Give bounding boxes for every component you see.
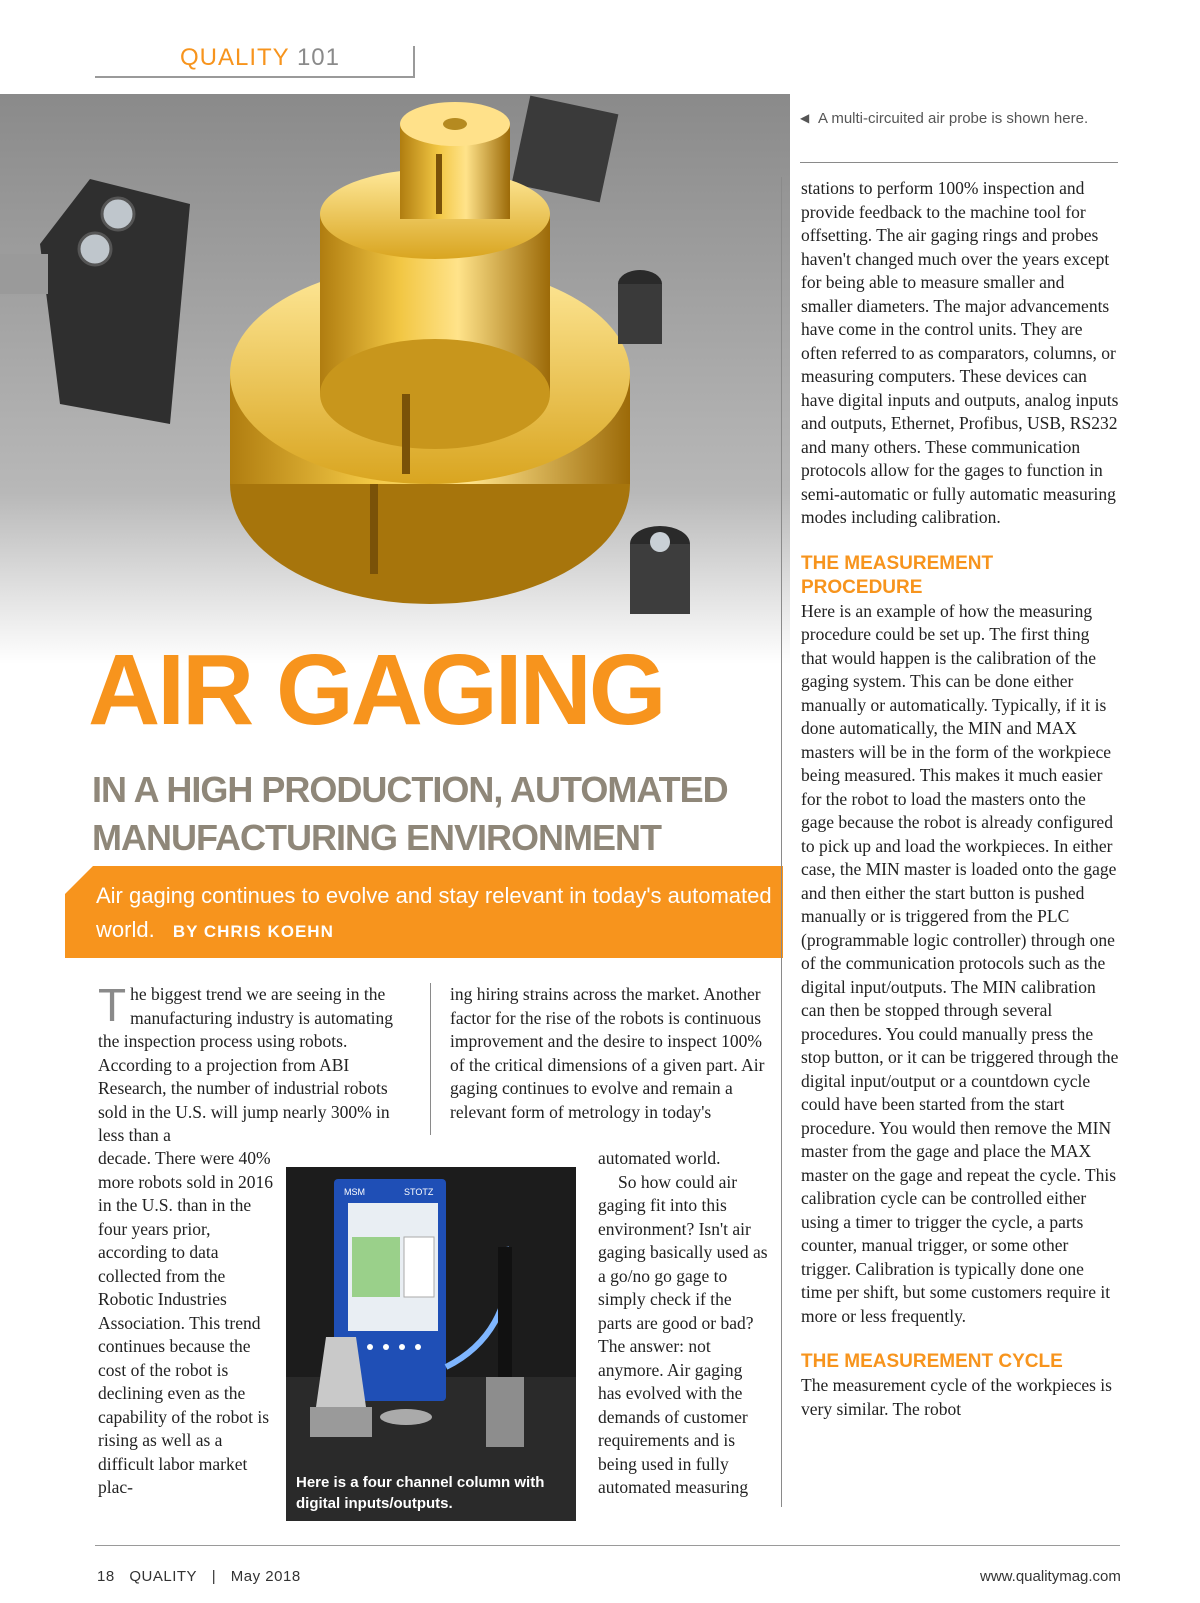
air-probe-illustration	[0, 94, 790, 664]
column-divider-right	[781, 177, 782, 1507]
col2-top-text: ing hiring strains across the market. Another factor for the rise of the robots is continuous improvement and the desire to inspect 100% of the critical dimensions of a given part. Air gaging continues to evolve and remain a relevant form of metrology in today's	[450, 984, 765, 1122]
body-column-3	[801, 177, 1119, 1421]
column-divider	[430, 983, 431, 1135]
col3-p2: Here is an example of how the measuring procedure could be set up. The first thing that would happen is the calibration of the gaging system. This can be done either manually or automatically. Typically, if it is done automatically, the MIN and MAX masters will be in the form of the workpiece being measured. This makes it much easier for the robot to load the masters onto the gage because the robot is already configured to pick up and load the workpieces. In either case, the MIN master is loaded onto the gage and then either the start button is pushed manually or is triggered from the PLC (programmable logic controller) through one of the communication protocols such as the digital input/outputs. The MIN calibration can then be stopped through several procedures. You could manually press the stop button, or it can be triggered through the digital input/output or a countdown cycle could have been started from the start procedure. You would then remove the MIN master from the gage and place the MAX master on the gage and repeat the cycle. This calibration cycle can be controlled either using a timer to trigger the cycle, a parts counter, manual trigger, or some other trigger. Calibration is typically done one time per shift, but some customers require it more or less frequently.	[801, 600, 1119, 1326]
section-label	[180, 44, 340, 72]
article-subtitle: IN A HIGH PRODUCTION, AUTOMATED MANUFACTURING ENVIRONMENT	[92, 769, 728, 858]
page-number: 18	[97, 1568, 115, 1585]
probe-caption-text: A multi-circuited air probe is shown here.	[818, 110, 1089, 127]
col2-bottom-p1: automated world.	[598, 1148, 721, 1168]
label-plate	[512, 96, 619, 203]
footer-folio	[97, 1568, 311, 1585]
header-divider	[413, 46, 415, 78]
section-word: QUALITY	[180, 44, 290, 71]
column-gage-illustration	[286, 1167, 576, 1521]
deck-text: Air gaging continues to evolve and stay relevant in today's automated world.	[96, 883, 772, 942]
probe-photo-caption	[800, 108, 1120, 129]
air-probe-photo	[0, 94, 790, 664]
caret-left-icon: ◀	[800, 111, 810, 125]
body-column-2-bottom	[598, 1147, 770, 1500]
footer-separator: |	[211, 1568, 217, 1585]
footer-url: www.qualitymag.com	[980, 1568, 1121, 1585]
col1-bottom-text: decade. There were 40% more robots sold in 2016 in the U.S. than in the four years prior, according to data collected from the Robotic Industries Association. This trend continues because the cost of the robot is declining even as the capability of the robot is rising as well as a difficult labor market plac-	[98, 1148, 273, 1497]
caption-rule	[800, 162, 1118, 163]
device-brand-msm: MSM	[344, 1187, 365, 1197]
article-title: AIR GAGING	[88, 634, 664, 746]
deck	[96, 879, 776, 949]
body-column-1-bottom	[98, 1147, 273, 1500]
column-gage-photo	[286, 1167, 576, 1521]
footer-magazine: QUALITY	[129, 1568, 198, 1585]
col1-top-text: he biggest trend we are seeing in the manufacturing industry is automating the inspection process using robots. According to a projection from ABI Research, the number of industrial robots sold in the U.S. will jump nearly 300% in less than a	[98, 984, 394, 1145]
col2-bottom-p2: So how could air gaging fit into this environment? Isn't air gaging basically used as a go/no go gage to simply check if the parts are good or bad? The answer: not anymore. Air gaging has evolved with the demands of customer requirements and is being used in fully automated measuring	[598, 1171, 768, 1497]
byline: BY CHRIS KOEHN	[172, 922, 334, 941]
section-number: 101	[296, 44, 340, 71]
footer-rule	[95, 1545, 1120, 1546]
subhead-measurement-cycle: THE MEASUREMENT CYCLE	[801, 1351, 1063, 1372]
footer-issue: May 2018	[230, 1568, 301, 1585]
col3-p1: stations to perform 100% inspection and provide feedback to the machine tool for offsetting. The air gaging rings and probes haven't changed much over the years except for being able to measure smaller and smaller diameters. The major advancements have come in the control units. They are often referred to as comparators, columns, or measuring computers. These devices can have digital inputs and outputs, analog inputs and outputs, Ethernet, Profibus, USB, RS232 and many others. These communication protocols allow for the gages to function in semi-automatic or fully automatic measuring modes including calibration.	[801, 178, 1119, 527]
drop-cap: T	[98, 979, 127, 1031]
subhead-measurement-procedure: THE MEASUREMENT PROCEDURE	[801, 552, 994, 598]
body-column-1-top	[98, 979, 398, 1148]
device-brand-stotz: STOTZ	[404, 1187, 434, 1197]
col3-p3: The measurement cycle of the workpieces is very similar. The robot	[801, 1375, 1112, 1419]
header-rule	[95, 76, 415, 78]
body-column-2-top	[450, 983, 770, 1124]
inset-photo-caption: Here is a four channel column with digital inputs/outputs.	[296, 1474, 545, 1512]
